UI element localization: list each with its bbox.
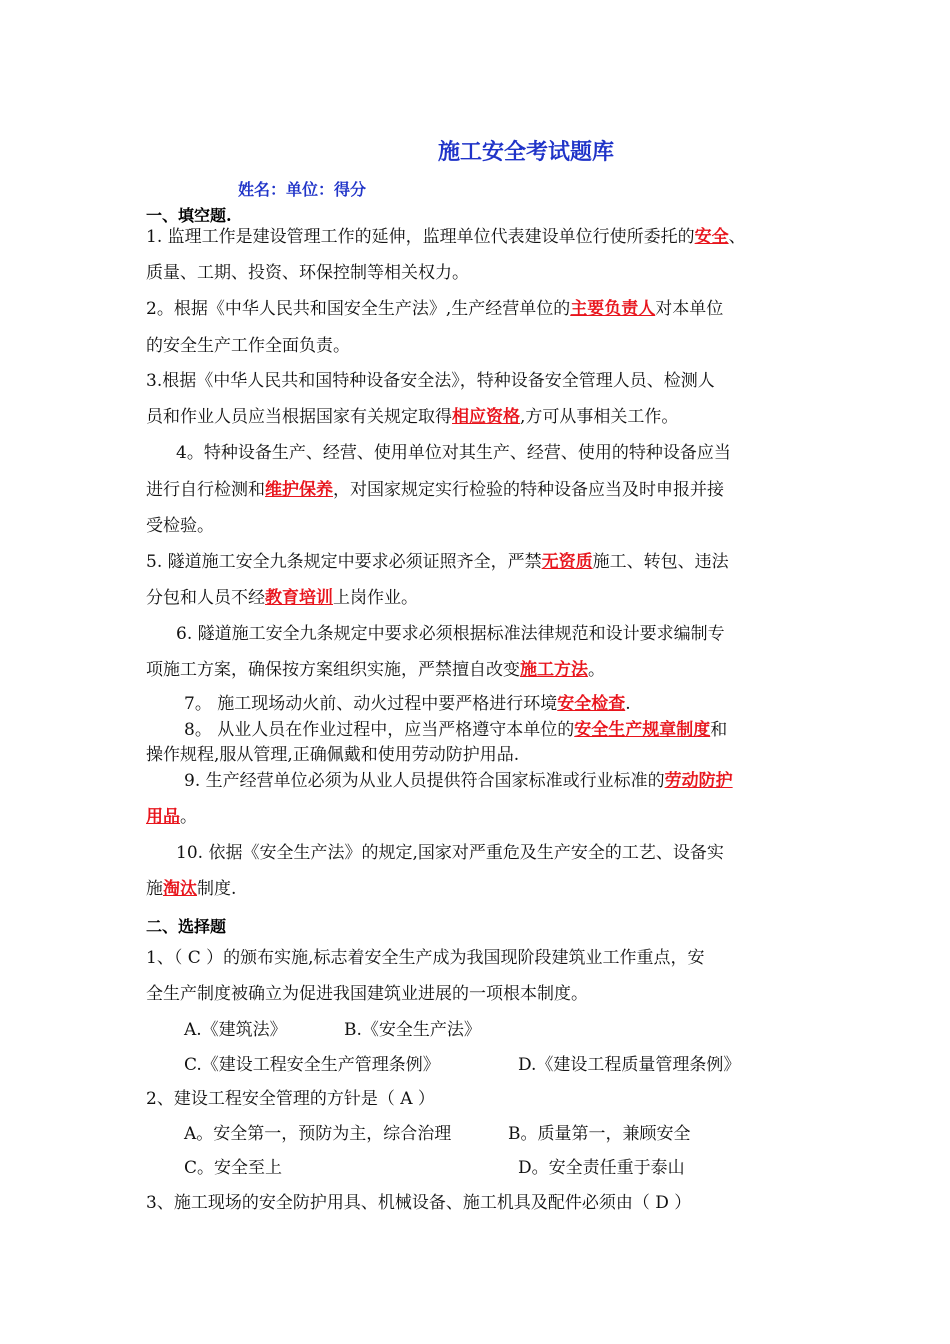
answer-blank: 安全检查 — [557, 694, 626, 714]
section-fill-blank-heading: 一、填空题. — [146, 206, 232, 225]
fill-q4-line1: 4。特种设备生产、经营、使用单位对其生产、经营、使用的特种设备应当 — [176, 443, 731, 463]
answer-blank: 淘汰 — [163, 879, 197, 899]
answer-blank: 教育培训 — [265, 588, 333, 608]
choice-q1-line2: 全生产制度被确立为促进我国建筑业进展的一项根本制度。 — [146, 984, 588, 1004]
answer-blank: 安全 — [694, 227, 729, 247]
fill-q10-line2: 施淘汰制度. — [146, 879, 237, 899]
fill-q3-line2: 员和作业人员应当根据国家有关规定取得相应资格,方可从事相关工作。 — [146, 407, 679, 427]
fill-q8-line2: 操作规程,服从管理,正确佩戴和使用劳动防护用品. — [146, 745, 520, 765]
answer-blank: 主要负责人 — [570, 299, 656, 319]
fill-q7-line1: 7。 施工现场动火前、动火过程中要严格进行环境安全检查. — [184, 694, 631, 714]
answer-blank: 用品 — [146, 807, 180, 827]
fill-q6-line2: 项施工方案，确保按方案组织实施，严禁擅自改变施工方法。 — [146, 660, 605, 680]
page-title: 施工安全考试题库 — [438, 139, 615, 165]
choice-q1-option-d: D.《建设工程质量管理条例》 — [518, 1055, 741, 1075]
fill-q5-line1: 5. 隧道施工安全九条规定中要求必须证照齐全，严禁无资质施工、转包、违法 — [146, 552, 729, 572]
fill-q1-line2: 质量、工期、投资、环保控制等相关权力。 — [146, 263, 469, 283]
fill-q3-line1: 3.根据《中华人民共和国特种设备安全法》，特种设备安全管理人员、检测人 — [146, 371, 715, 391]
choice-q2-line1: 2、建设工程安全管理的方针是（ A ） — [146, 1089, 435, 1109]
fill-q9-line2: 用品。 — [146, 807, 197, 827]
answer-blank: 相应资格 — [452, 407, 520, 427]
answer-blank: 维护保养 — [265, 480, 333, 500]
choice-q2-option-d: D。安全责任重于泰山 — [518, 1158, 685, 1178]
answer-blank: 劳动防护 — [664, 771, 733, 791]
answer-blank: 无资质 — [541, 552, 593, 572]
fill-q10-line1: 10. 依据《安全生产法》的规定,国家对严重危及生产安全的工艺、设备实 — [176, 843, 724, 863]
choice-q2-option-a: A。安全第一，预防为主，综合治理 — [184, 1124, 452, 1144]
choice-q2-option-b: B。质量第一，兼顾安全 — [508, 1124, 691, 1144]
choice-q1-option-c: C.《建设工程安全生产管理条例》 — [184, 1055, 440, 1075]
choice-q1-option-b: B.《安全生产法》 — [344, 1020, 481, 1040]
fill-q2-line2: 的安全生产工作全面负责。 — [146, 336, 350, 356]
choice-q3-line1: 3、施工现场的安全防护用具、机械设备、施工机具及配件必须由（ D ） — [146, 1193, 692, 1213]
fill-q2-line1: 2。根据《中华人民共和国安全生产法》,生产经营单位的主要负责人对本单位 — [146, 299, 724, 319]
choice-q2-option-c: C。安全至上 — [184, 1158, 283, 1178]
fill-q5-line2: 分包和人员不经教育培训上岗作业。 — [146, 588, 418, 608]
fill-q8-line1: 8。 从业人员在作业过程中，应当严格遵守本单位的安全生产规章制度和 — [184, 720, 728, 740]
fill-q1-line1: 1. 监理工作是建设管理工作的延伸，监理单位代表建设单位行使所委托的安全、 — [146, 227, 746, 247]
section-choice-heading: 二、选择题 — [146, 917, 227, 936]
fill-q6-line1: 6. 隧道施工安全九条规定中要求必须根据标准法律规范和设计要求编制专 — [176, 624, 725, 644]
fill-q4-line3: 受检验。 — [146, 516, 214, 536]
answer-blank: 施工方法 — [520, 660, 588, 680]
choice-q1-line1: 1、（ C ）的颁布实施,标志着安全生产成为我国现阶段建筑业工作重点，安 — [146, 948, 705, 968]
name-unit-score-line: 姓名：单位：得分 — [238, 180, 367, 199]
answer-blank: 安全生产规章制度 — [574, 720, 711, 740]
choice-q1-option-a: A.《建筑法》 — [184, 1020, 287, 1040]
fill-q4-line2: 进行自行检测和维护保养，对国家规定实行检验的特种设备应当及时申报并接 — [146, 480, 724, 500]
fill-q9-line1: 9. 生产经营单位必须为从业人员提供符合国家标准或行业标准的劳动防护 — [184, 771, 733, 791]
